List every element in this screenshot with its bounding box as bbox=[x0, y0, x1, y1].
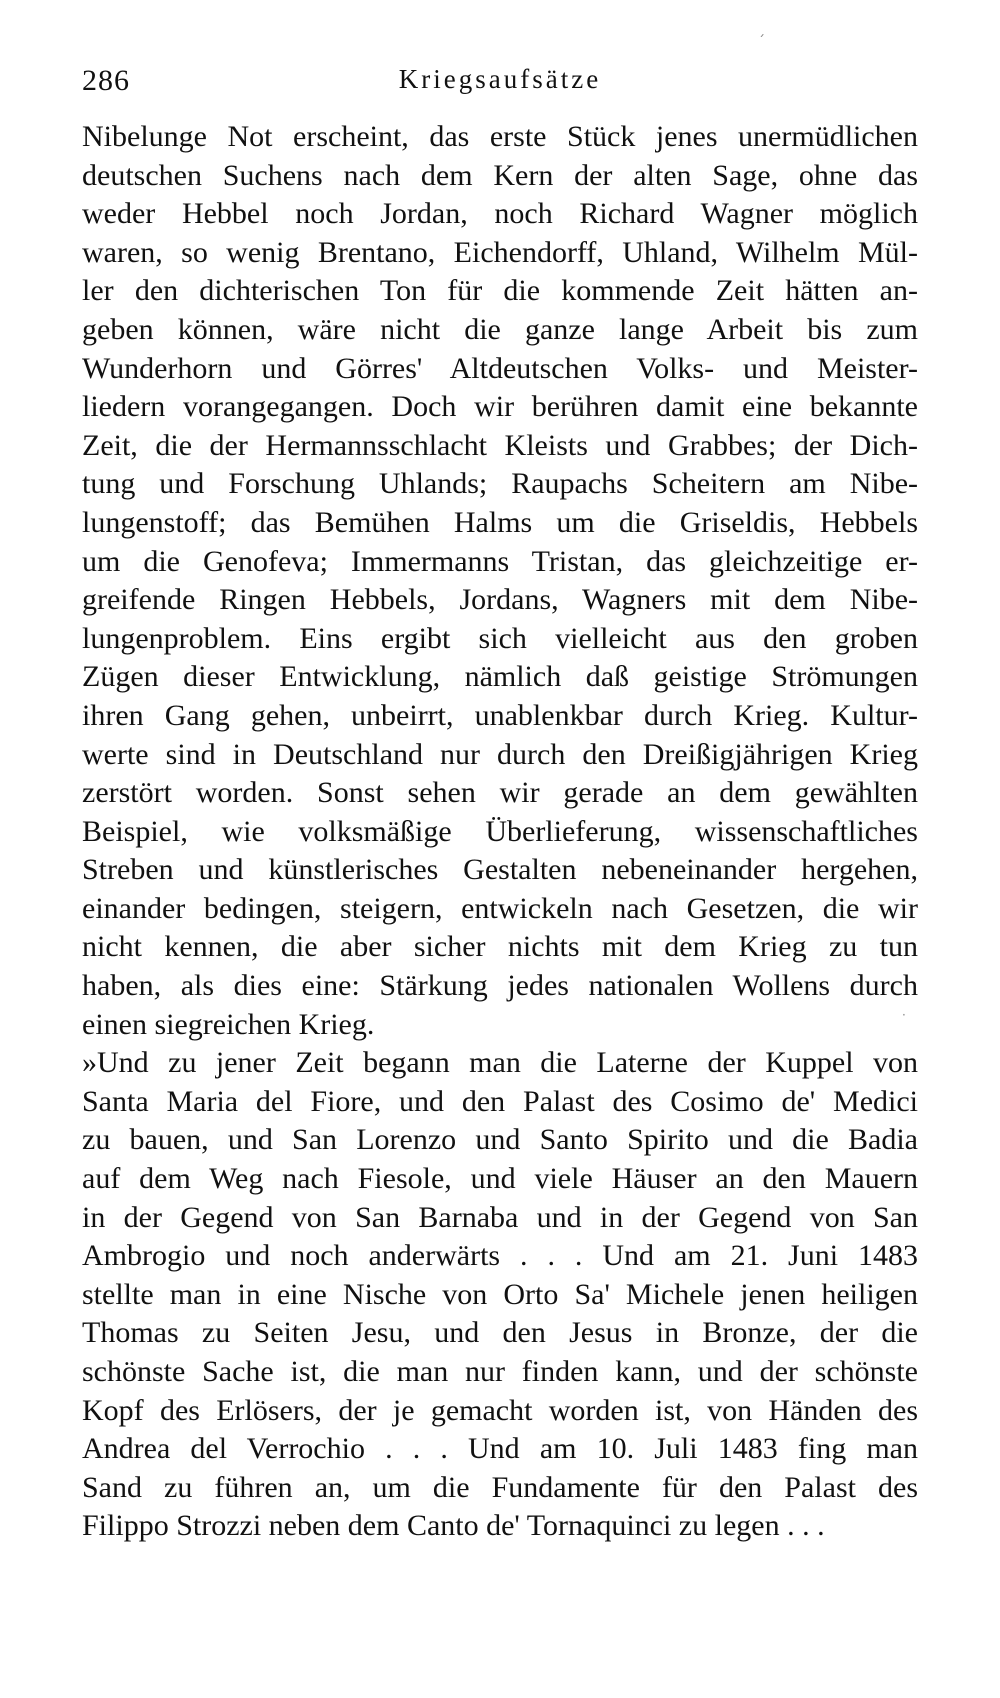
text-line: Wunderhorn und Görres' Altdeutschen Volks- und Meister- bbox=[82, 351, 918, 385]
text-line: lungenstoff; das Bemühen Halms um die Griseldis, Hebbels bbox=[82, 505, 918, 539]
text-line: tung und Forschung Uhlands; Raupachs Scheitern am Nibe- bbox=[82, 467, 918, 501]
scan-speck-mark: · bbox=[902, 1008, 906, 1022]
text-line: Andrea del Verrochio . . . Und am 10. Juli 1483 fing man bbox=[82, 1432, 918, 1466]
text-line: zu bauen, und San Lorenzo und Santo Spirito und die Badia bbox=[82, 1123, 918, 1157]
text-line: Sand zu führen an, um die Fundamente für den Palast des bbox=[82, 1470, 918, 1504]
text-line: Beispiel, wie volksmäßige Überlieferung, wissenschaftliches bbox=[82, 814, 918, 848]
text-line: greifende Ringen Hebbels, Jordans, Wagners mit dem Nibe- bbox=[82, 583, 918, 617]
page-header bbox=[82, 64, 918, 104]
text-line: lungenproblem. Eins ergibt sich vielleicht aus den groben bbox=[82, 621, 918, 655]
text-line: einander bedingen, steigern, entwickeln nach Gesetzen, die wir bbox=[82, 891, 918, 925]
text-line: liedern vorangegangen. Doch wir berühren damit eine bekannte bbox=[82, 390, 918, 424]
text-line: einen siegreichen Krieg. bbox=[82, 1007, 375, 1041]
text-line: waren, so wenig Brentano, Eichendorff, Uhland, Wilhelm Mül- bbox=[82, 235, 918, 269]
scan-speck-mark: ˊ bbox=[758, 34, 765, 50]
text-line: Nibelunge Not erscheint, das erste Stück jenes unermüdlichen bbox=[82, 120, 918, 153]
text-line: werte sind in Deutschland nur durch den Dreißigjährigen Krieg bbox=[82, 737, 918, 771]
text-line: in der Gegend von San Barnaba und in der Gegend von San bbox=[82, 1200, 918, 1234]
text-line: stellte man in eine Nische von Orto Sa' Michele jenen heiligen bbox=[82, 1277, 918, 1311]
body-text bbox=[82, 118, 918, 1546]
text-line: Santa Maria del Fiore, und den Palast des Cosimo de' Medici bbox=[82, 1084, 918, 1118]
text-line: ihren Gang gehen, unbeirrt, unablenkbar durch Krieg. Kultur- bbox=[82, 698, 918, 732]
text-line: Thomas zu Seiten Jesu, und den Jesus in Bronze, der die bbox=[82, 1316, 918, 1350]
text-line: zerstört worden. Sonst sehen wir gerade an dem gewählten bbox=[82, 776, 918, 810]
paragraph-1 bbox=[82, 118, 918, 1044]
text-line: schönste Sache ist, die man nur finden kann, und der schönste bbox=[82, 1355, 918, 1388]
text-line: deutschen Suchens nach dem Kern der alten Sage, ohne das bbox=[82, 158, 918, 192]
text-line: auf dem Weg nach Fiesole, und viele Häuser an den Mauern bbox=[82, 1162, 918, 1196]
text-line: geben können, wäre nicht die ganze lange Arbeit bis zum bbox=[82, 312, 918, 346]
text-line: nicht kennen, die aber sicher nichts mit dem Krieg zu tun bbox=[82, 930, 918, 964]
text-line: Zeit, die der Hermannsschlacht Kleists und Grabbes; der Dich- bbox=[82, 428, 918, 462]
text-line: haben, als dies eine: Stärkung jedes nationalen Wollens durch bbox=[82, 969, 918, 1003]
text-line: weder Hebbel noch Jordan, noch Richard Wagner möglich bbox=[82, 197, 918, 231]
text-line: Streben und künstlerisches Gestalten nebeneinander hergehen, bbox=[82, 853, 918, 887]
text-line: »Und zu jener Zeit begann man die Laterne der Kuppel von bbox=[82, 1046, 918, 1080]
text-line: Kopf des Erlösers, der je gemacht worden ist, von Händen des bbox=[82, 1393, 918, 1427]
paragraph-2 bbox=[82, 1044, 918, 1546]
text-line: Filippo Strozzi neben dem Canto de' Tornaquinci zu legen . . . bbox=[82, 1509, 825, 1543]
text-line: Zügen dieser Entwicklung, nämlich daß geistige Strömungen bbox=[82, 660, 918, 694]
page-number: 286 bbox=[82, 64, 130, 97]
running-head: Kriegsaufsätze bbox=[398, 64, 602, 94]
text-line: um die Genofeva; Immermanns Tristan, das gleichzeitige er- bbox=[82, 544, 918, 578]
text-line: ler den dichterischen Ton für die kommende Zeit hätten an- bbox=[82, 274, 918, 308]
text-line: Ambrogio und noch anderwärts . . . Und am 21. Juni 1483 bbox=[82, 1239, 918, 1273]
